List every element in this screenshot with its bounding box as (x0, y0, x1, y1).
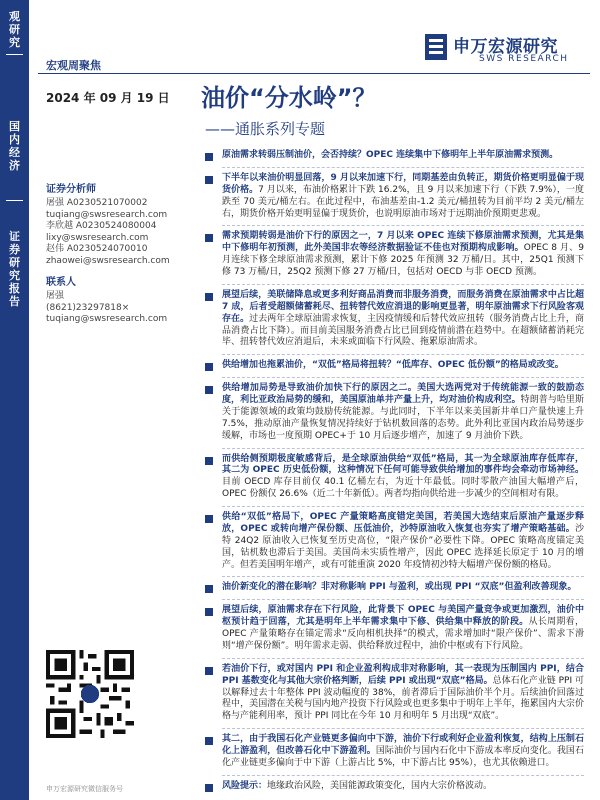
analyst-line: zhaowei@swsresearch.com (46, 255, 170, 266)
bullet-text: 地缘政治风险，美国能源政策变化，国内大宗价格波动。 (267, 780, 493, 791)
analyst-line: lixy@swsresearch.com (46, 232, 149, 243)
report-subtitle: ——通胀系列专题 (205, 120, 326, 138)
bullet-bold: 下半年以来油价明显回落，9 月以来加速下行，同期基差由负转正，期货价格更明显偏于现货价格。 (222, 172, 584, 195)
bullet-square-icon (205, 608, 213, 616)
company-logo (423, 30, 583, 70)
bullet-item (201, 605, 584, 653)
sidebar-divider (6, 54, 23, 55)
bullet-bold: 需求预期转弱是油价下行的原因之一，7 月以来 OPEC 连续下修原油需求预测，尤其是集中下修明年初预测，此外美国非农等经济数据验证不佳也对预期构成影响。 (222, 231, 584, 254)
bullet-square-icon (205, 293, 213, 301)
bullet-bold: 供给增加局势是导致油价加快下行的原因之二。美国大选两党对于传统能源一致的鼓励态度，利比亚政治局势的缓和，美国原油单井产量上升，均对油价构成利空。 (222, 383, 584, 405)
logo-text-cn: 申万宏源研究 (453, 37, 558, 57)
divider (222, 658, 584, 659)
analyst-line: 李欣越 A0230524080004 (46, 221, 157, 231)
bullet-text: 过去两年全球原油需求恢复，主因疫情缓和后替代效应扭转（服务消费占比上升，商品消费占比下降）。而目前美国服务消费占比已回到疫情前潜在趋势中。在超额储蓄消耗完毕、扭转替代效应消退后，未来或面临下行风险、拖累原油需求。 (222, 313, 584, 348)
divider (222, 284, 584, 285)
qr-code-icon (46, 650, 134, 738)
divider (222, 167, 584, 168)
bullet-bold: 风险提示： (222, 780, 268, 791)
bullet-item (201, 512, 584, 571)
bullet-heading: 油价新变化的潜在影响？非对称影响 PPI 与盈利，或出现 PPI “双底”但盈利改善现象。 (222, 582, 577, 593)
analysts-heading: 证券分析师 (46, 184, 96, 195)
divider (222, 377, 584, 378)
bullet-square-icon (205, 457, 213, 465)
bullet-square-icon (205, 386, 213, 394)
bullet-square-icon (205, 153, 213, 161)
contact-line: (8621)23297818× (46, 302, 130, 313)
bullet-text: 特朗普与哈里斯关于能源领域的政策均鼓励传统能源。与此同时，下半年以来美国新井单口产量快速上升 7.5%，推动原油产量恢复情况持续好于钻机数回落的态势。此外利比亚国内政治局势逐步缓解，市场也一度预期 OPEC+于 10 月后逐步增产，加速了 9 月油价下跌。 (222, 395, 584, 441)
bullet-square-icon (205, 234, 213, 242)
divider (222, 225, 584, 226)
divider (222, 775, 584, 776)
analyst-line: tuqiang@swsresearch.com (46, 209, 168, 220)
sidebar-label-top: 观 研 究 (9, 10, 20, 49)
bullet-square-icon (205, 784, 213, 792)
bullet-item (201, 290, 584, 349)
bullet-bold: 展望后续，原油需求存在下行风险，此背景下 OPEC 与美国产量竞争或更加激烈，油价中枢预计趋于回落，尤其是明年上半年需求集中下修、供给集中释放的阶段。 (222, 605, 584, 628)
bullet-bold: 而供给侧预期极度敏感背后，是全球原油供给“双低”格局，其一为全球原油库存低库存，其二为 OPEC 历史低份额，这种情况下任何可能导致供给增加的事件均会牵动市场神经。 (222, 453, 584, 476)
bullet-square-icon (205, 585, 213, 593)
divider (222, 576, 584, 577)
bullet-item (201, 454, 584, 502)
contact-line: 屠强 (46, 291, 65, 301)
bullet-text: 国际油价与国内石化中下游成本率反向变化。我国石化产业链更多偏向于中下游（上游占比 5%，中下游占比 95%），也尤其依赖进口。 (222, 746, 584, 768)
summary-bullets (201, 150, 584, 793)
divider (222, 448, 584, 449)
bullet-item (201, 231, 584, 279)
divider (222, 506, 584, 507)
bullet-bold: 其二，由于我国石化产业链更多偏向中下游，油价下行或利好企业盈利恢复，结构上压制石化上游盈利，但改善石化中下游盈利。 (222, 734, 584, 756)
bullet-heading: 供给增加也拖累油价，“双低”格局将扭转？“低库存、OPEC 低份额”的格局或改变。 (222, 360, 564, 371)
header-divider (38, 73, 590, 74)
bullet-item (201, 781, 584, 793)
bullet-bold: 若油价下行，或对国内 PPI 和企业盈利构成非对称影响，其一表现为压制国内 PPI，结合 PPI 基数变化与其他大宗价格判断，后续 PPI 或出现“双底”格局。 (222, 663, 584, 686)
bullet-text: OPEC 8 月、9 月连续下修全球原油需求预测，累计下修 2025 年预测 32 万桶/日。其中，25Q1 预测下修 73 万桶/日，25Q2 预测下修 27 万桶/日，包括对 OECD 与非 OECD 预测。 (222, 243, 584, 277)
bullet-square-icon (205, 737, 213, 745)
sidebar-label-securities-research-report: 证 券 研 究 报 告 (9, 230, 20, 308)
report-type: 宏观周聚焦 (46, 59, 101, 72)
analyst-line: 屠强 A0230521070002 (46, 198, 148, 208)
bullet-item (201, 150, 584, 162)
bullet-item (201, 664, 584, 723)
analyst-panel (46, 180, 186, 326)
logo-text-en: SWS RESEARCH (479, 54, 569, 64)
bullet-square-icon (205, 515, 213, 523)
bullet-square-icon (205, 176, 213, 184)
logo-mark-icon (423, 32, 449, 62)
qr-caption: 申万宏源研究微信服务号 (46, 785, 123, 793)
bullet-text: 目前 OECD 库存目前仅 40.1 亿桶左右，为近十年最低。同时零散产油国大幅增产后，OPEC 份额仅 26.6%（近二十年新低）。两者均指向供给进一步减少的空间相对有限。 (222, 477, 584, 500)
report-title: 油价“分水岭”？ (201, 84, 377, 112)
divider (222, 354, 584, 355)
bullet-item (201, 360, 584, 372)
bullet-text: 沙特 24Q2 原油收入已恢复至历史高位，“限产保价”必要性下降。OPEC 策略高度锚定美国，钻机数也滞后于美国。美国尚未实质性增产，因此 OPEC 选择延长原定于 10 月的增产。但若美国明年增产，或有可能重演 2020 年疫情初沙特大幅增产保份额的格局。 (222, 523, 584, 570)
contact-line: tuqiang@swsresearch.com (46, 314, 168, 324)
sidebar-label-domestic-economy: 国 内 经 济 (9, 120, 20, 172)
bullet-item (201, 734, 584, 770)
bullet-text: 总体石化产业链 PPI 可以解释过去十年整体 PPI 波动幅度的 38%，前者滞后于国际油价半个月。后续油价回落过程中，美国潜在关税与国内地产投资下行风险或也更多集中于明年上半年，拖累国内大宗价格与产能利用率，预计 PPI 同比在今年 10 月和明年 5 月出现“双底”。 (222, 675, 584, 722)
bullet-square-icon (205, 363, 213, 371)
report-date: 2024 年 09 月 19 日 (46, 91, 170, 105)
bullet-text: 从长周期看，OPEC 产量策略存在锚定需求“反向相机抉择”的模式，需求增加时“限产保价”、需求下滑则“增产保份额”。明年需求走弱、供给释放过程中，油价中枢或有下行风险。 (222, 617, 584, 651)
bullet-item (201, 173, 584, 221)
bullet-text: 7 月以来，布油价格累计下跌 16.2%，且 9 月以来加速下行（下跌 7.9%），一度跌至 70 美元/桶左右。在此过程中，布油基差由-1.2 美元/桶扭转为目前平均 2 美元/桶左右，期货价格开始更明显偏于现货价，也说明原油市场对于远期油价预期更悲观。 (222, 184, 584, 219)
sidebar-divider (6, 200, 23, 201)
bullet-square-icon (205, 667, 213, 675)
divider (222, 599, 584, 600)
bullet-heading: 原油需求转弱压制油价，会否持续？OPEC 连续集中下修明年上半年原油需求预测。 (222, 150, 559, 160)
analyst-line: 赵伟 A0230524070010 (46, 244, 148, 254)
bullet-bold: 展望后续，美联储降息或更多利好商品消费而非服务消费，而服务消费在原油需求中占比超 7 成，后者受超额储蓄耗尽、扭转替代效应消退的影响更显著，明年原油需求下行风险客观存在。 (222, 289, 584, 324)
bullet-item (201, 582, 584, 594)
bullet-item (201, 383, 584, 442)
divider (222, 728, 584, 729)
contact-heading: 联系人 (46, 277, 76, 288)
bullet-bold: 供给“双低”格局下，OPEC 产量策略高度错定美国，若美国大选结束后原油产量逐步释放，OPEC 或转向增产保份额、压低油价，沙特原油收入恢复也夯实了增产策略基础。 (222, 512, 584, 534)
